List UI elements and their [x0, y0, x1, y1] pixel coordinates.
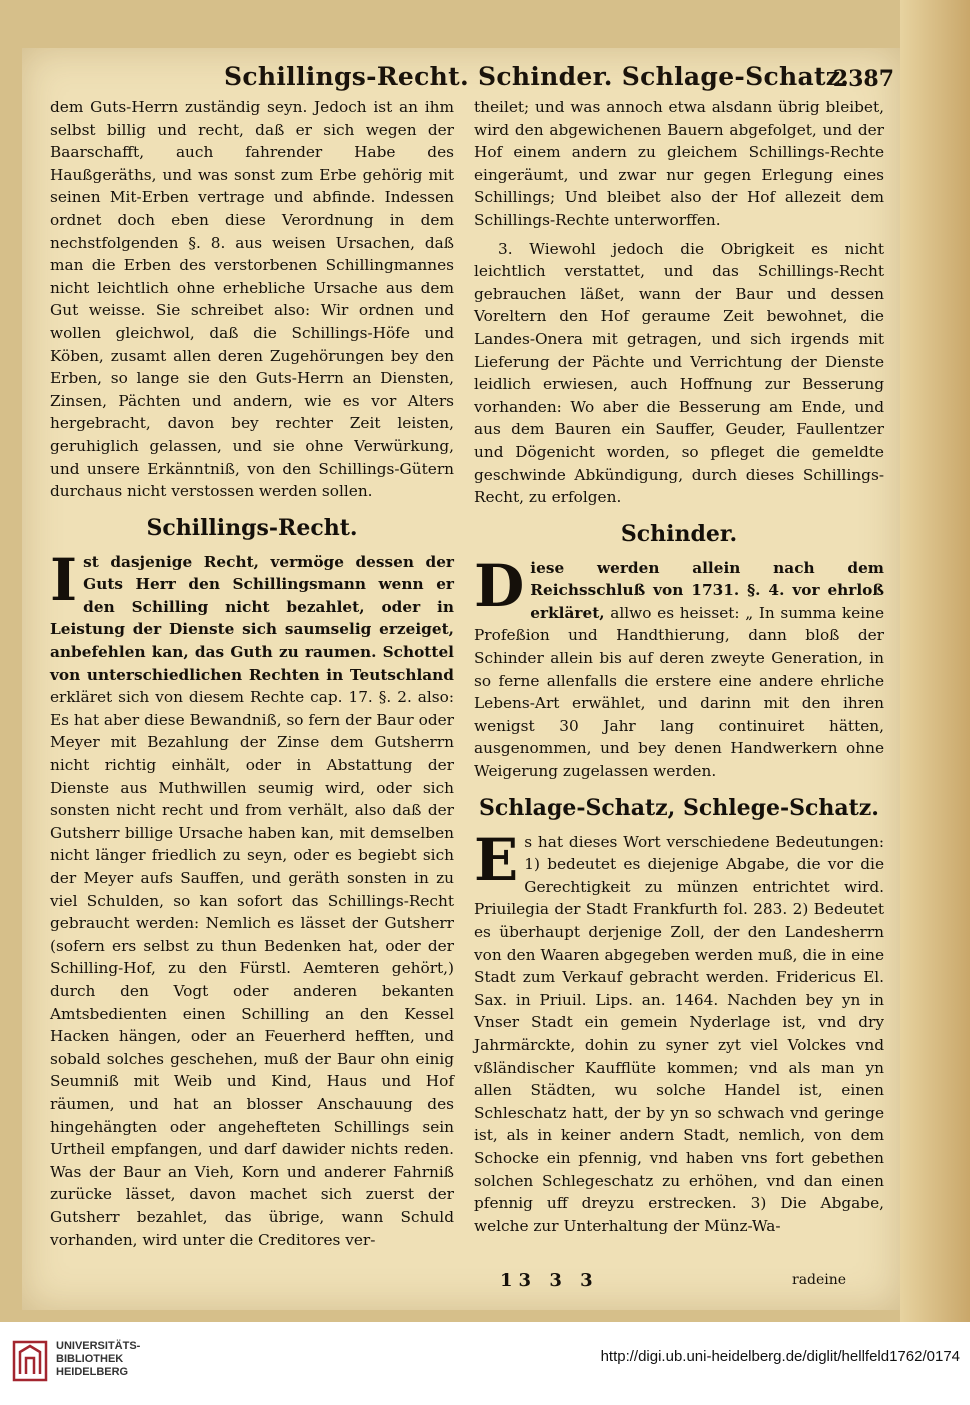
- source-url-link[interactable]: http://digi.ub.uni-heidelberg.de/diglit/hellfeld1762/0174: [600, 1348, 960, 1365]
- section-heading-schlage-schatz: Schlage-Schatz, Schlege-Schatz.: [479, 794, 879, 821]
- section-heading-schillings-recht: Schillings-Recht.: [146, 514, 358, 541]
- schinder-lead-text: iese werden allein nach dem Reichsschluß von 1731. §. 4. vor ehrloß erkläret,: [530, 558, 884, 622]
- continued-paragraph: dem Guts-Herrn zuständig seyn. Jedoch ist an ihm selbst billig und recht, daß er sich wegen der Baarschafft, auch fahrender Habe des Haußgeräths, und was sonst zum Erbe gehörig mit seinen Mit-Erben vertrage und abfinde. Indessen ordnet doch eben diese Verordnung in dem nechstfolgenden §. 8. aus weisen Ursachen, daß man die Erben des verstorbenen Schillingmannes nicht leichtlich ohne erhebliche Ursache aus dem Gut weisse. Sie schreibet also: Wir ordnen und wollen gleichwol, daß die Schillings-Höfe und Köben, zusamt allen deren Zugehörungen bey den Erben, so lange sie den Guts-Herrn an Diensten, Zinsen, Pächten und andern, wie es vor Alters hergebracht, davon bey rechter Zeit leisten, geruhiglich gelassen, und sie ohne Verwürkung, und unsere Erkänntniß, von den Schillings-Gütern durchaus nicht verstossen werden sollen.: [50, 98, 454, 501]
- university-library-logo-icon: [12, 1336, 48, 1384]
- section-paragraph: [50, 545, 454, 1251]
- page-edge: [900, 0, 970, 1322]
- library-footer: [0, 1322, 970, 1405]
- drop-cap-d: D: [474, 551, 525, 620]
- library-name: [56, 1340, 140, 1379]
- section-body-text: erkläret sich von diesem Rechte cap. 17. §. 2. also: Es hat aber diese Bewandniß, so fern der Baur oder Meyer mit Bezahlung der Zinse dem Gutsherrn nicht richtig einhält, oder in Abstattung der Dienste aus Muthwillen seumig wird, oder sich sonsten nicht recht und from verhält, also daß der Gutsherr billige Ursache haben kan, mit demselben nicht länger friedlich zu seyn, oder es begiebt sich der Meyer aufs Sauffen, und geräth sonsten in zu viel Schulden, so kan sofort das Schillings-Recht gebraucht werden: Nemlich es lässet der Gutsherr (sofern ers selbst zu thun Bedenken hat, oder der Schilling-Hof, zu den Fürstl. Aemteren gehört,) durch den Vogt oder anderen bekanten Amtsbedienten einen Schilling an den Kessel Hacken hängen, oder an Feuerherd hefften, und sobald solches geschehen, muß der Baur ohn einig Seumniß mit Weib und Kind, Haus und Hof räumen, und hat an blosser Anschauung des hingehängten oder angehefteten Schillings sein Urtheil empfangen, und darf dawider nichts reden. Was der Baur an Vieh, Korn und anderer Fahrniß zurücke lässet, davon machet sich zuerst der Gutsherr bezahlet, das übrige, wann Schuld vorhanden, wird unter die Creditores ver-: [50, 688, 454, 1249]
- drop-cap: I: [50, 545, 78, 614]
- right-column: [474, 96, 884, 1296]
- running-header: [48, 58, 904, 98]
- signature-mark: 13 3 3: [500, 1270, 599, 1291]
- continued-paragraph-right: theilet; und was annoch etwa alsdann übrig bleibet, wird den abgewichenen Bauern abgefolget, und der Hof einem andern zu gleichem Schillings-Rechte eingeräumt, und zwar nur gegen Erlegung eines Schillings; Und bleibet also der Hof allezeit dem Schillings-Rechte unterworffen.: [474, 98, 884, 229]
- section-heading-schinder: Schinder.: [620, 520, 738, 547]
- section-lead-text: st dasjenige Recht, vermöge dessen der Guts Herr den Schillingsmann wenn er den Schilling nicht bezahlet, oder in Leistung der Dienste sich saumselig erzeiget, anbefehlen kan, das Guth zu raumen. Schottel von unterschiedlichen Rechten in Teutschland: [50, 552, 454, 684]
- drop-cap-e: E: [474, 825, 519, 894]
- library-name-line1: UNIVERSITÄTS-: [56, 1340, 141, 1352]
- paragraph-3: 3. Wiewohl jedoch die Obrigkeit es nicht leichtlich verstattet, und das Schillings-Recht gebrauchen läßet, wann der Baur und dessen Voreltern den Hof geraume Zeit bewohnet, die Landes-Onera mit getragen, und sich irgends mit Lieferung der Pächte und Verrichtung der Dienste leidlich erwiesen, auch Hoffnung zur Besserung vorhanden: Wo aber die Besserung am Ende, und aus dem Bauren ein Sauffer, Geuder, Faullentzer und Dögenicht worden, so pfleget die gemeldte geschwinde Abkündigung, durch dieses Schillings-Recht, zu erfolgen.: [474, 239, 884, 507]
- header-title: Schillings-Recht. Schinder. Schlage-Schatz.: [224, 62, 850, 91]
- page-number: 2387: [832, 66, 894, 92]
- library-name-line2: BIBLIOTHEK: [56, 1353, 124, 1365]
- schlage-schatz-body-text: s hat dieses Wort verschiedene Bedeutungen: 1) bedeutet es diejenige Abgabe, die vor die Gerechtigkeit zu münzen entrichtet wird. Priuilegia der Stadt Frankfurth fol. 283. 2) Bedeutet es überhaupt derjenige Zoll, der den Landesherrn von den Waaren abgegeben werden muß, die in eine Stadt zum Verkauf gebracht werden. Fridericus El. Sax. in Priuil. Lips. an. 1464. Nachden bey yn in Vnser Stadt ein gemein Nyderlage ist, vnd dry Jahrmärckte, dohin zu syner zyt viel Volckes vnd vßländischer Kaufflüte kommen; vnd als man yn allen Städten, wu solche Handel ist, einen Schleschatz hatt, der by yn so schwach vnd geringe ist, als in keiner andern Stadt, nemlich, von dem Schocke ein pfennig, vnd haben vns fort gebethen solchen Schlegeschatz zu erhöhen, vnd dan einen pfennig uff dreyzu erstrecken. 3) Die Abgabe, welche zur Unterhaltung der Münz-Wa-: [474, 832, 884, 1235]
- section-paragraph-schinder: [474, 551, 884, 783]
- left-column: [50, 96, 454, 1296]
- catchword: radeine: [792, 1272, 847, 1288]
- schinder-body-text: allwo es heisset: „ In summa keine Profeßion und Handthierung, dann bloß der Schinder allein bis auf deren zweyte Generation, in so ferne allenfalls die erstere eine andere ehrliche Lebens-Art erwählet, und darinn mit den ihren wenigst 30 Jahr lang continuiret hätten, ausgenommen, und bey denen Handwerkern ohne Weigerung zugelassen werden.: [474, 603, 884, 781]
- library-name-line3: HEIDELBERG: [56, 1366, 129, 1378]
- section-paragraph-schlage-schatz: [474, 825, 884, 1238]
